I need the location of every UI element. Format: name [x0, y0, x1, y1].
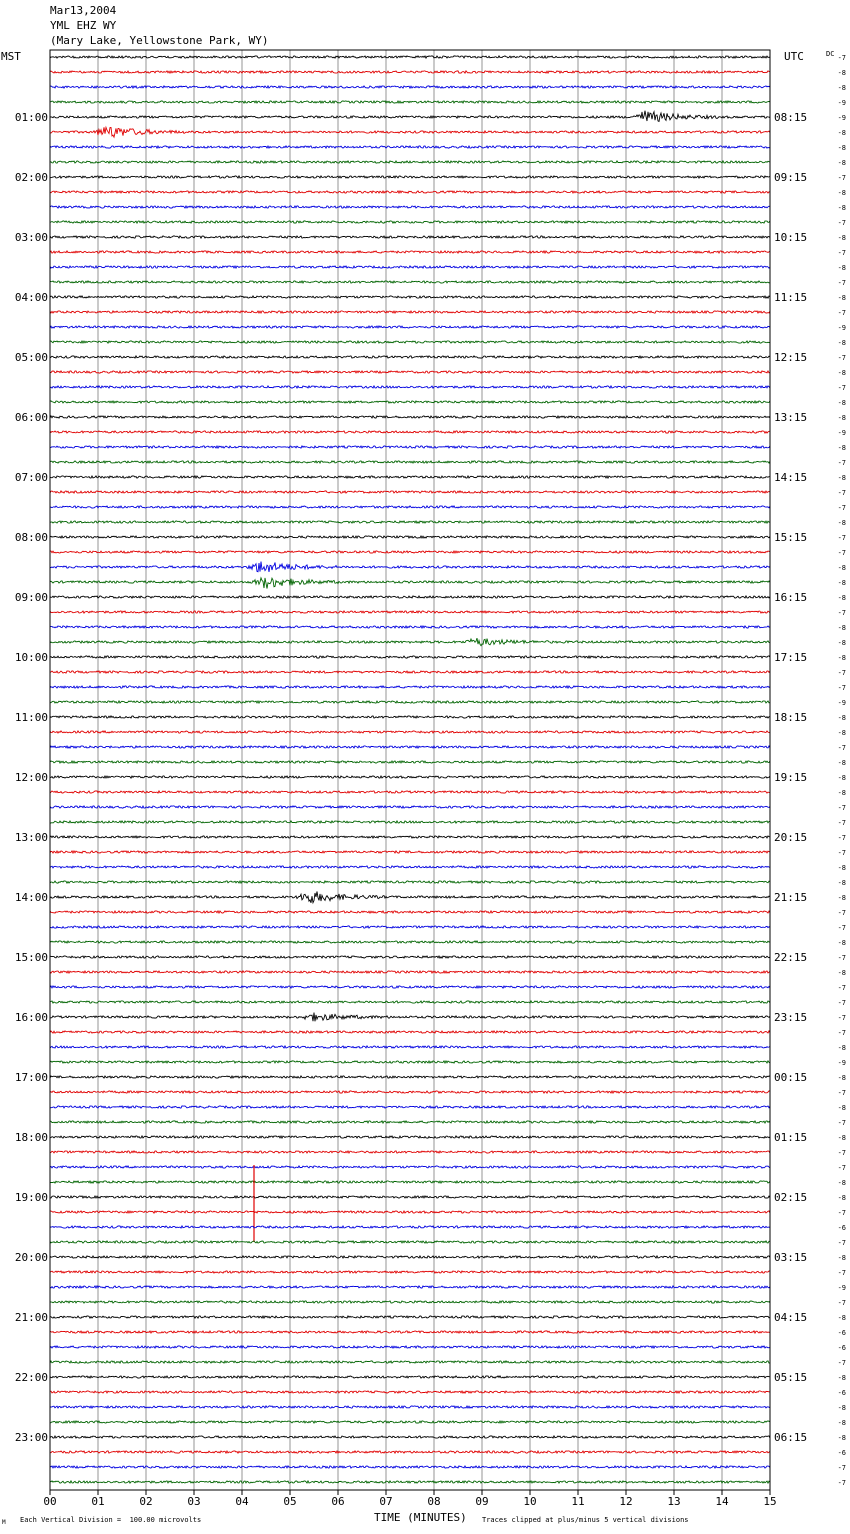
dc-offset-label: -7: [837, 489, 846, 497]
trace-row: [50, 1451, 770, 1453]
x-tick-label: 10: [523, 1495, 537, 1508]
right-hour-label: 05:15: [774, 1371, 808, 1384]
trace-row: [50, 176, 770, 178]
right-hour-label: 13:15: [774, 411, 808, 424]
dc-offset-label: -8: [837, 624, 846, 632]
left-hour-label: 08:00: [14, 531, 48, 544]
dc-offset-label: -8: [837, 564, 846, 572]
right-hour-label: 22:15: [774, 951, 808, 964]
trace-row: [50, 1091, 770, 1093]
dc-offset-label: -7: [837, 1209, 846, 1217]
trace-row: [50, 626, 770, 628]
trace-row: [50, 1316, 770, 1318]
dc-offset-label: -7: [837, 819, 846, 827]
trace-row: [50, 161, 770, 163]
trace-row: [50, 1121, 770, 1123]
trace-row: [50, 971, 770, 973]
dc-offset-label: -7: [837, 354, 846, 362]
left-hour-label: 01:00: [14, 111, 48, 124]
trace-row: [50, 1481, 770, 1483]
dc-offset-label: -7: [837, 174, 846, 182]
dc-offset-label: -7: [837, 504, 846, 512]
trace-row: [50, 1256, 770, 1258]
dc-offset-label: -7: [837, 1089, 846, 1097]
dc-offset-label: -9: [837, 1284, 846, 1292]
dc-offset-label: -8: [837, 639, 846, 647]
left-hour-label: 18:00: [14, 1131, 48, 1144]
dc-offset-label: -7: [837, 534, 846, 542]
x-tick-label: 09: [475, 1495, 489, 1508]
dc-offset-label: -8: [837, 864, 846, 872]
dc-offset-label: -8: [837, 1074, 846, 1082]
dc-offset-label: -7: [837, 669, 846, 677]
right-hour-label: 11:15: [774, 291, 808, 304]
right-hour-label: 21:15: [774, 891, 808, 904]
trace-row: [50, 371, 770, 373]
trace-row: [50, 1406, 770, 1408]
right-hour-label: 23:15: [774, 1011, 808, 1024]
dc-offset-label: -8: [837, 1194, 846, 1202]
dc-offset-label: -8: [837, 144, 846, 152]
dc-offset-label: -8: [837, 1254, 846, 1262]
left-hour-label: 20:00: [14, 1251, 48, 1264]
right-hour-label: 01:15: [774, 1131, 808, 1144]
trace-row: [50, 746, 770, 748]
dc-offset-label: -8: [837, 1434, 846, 1442]
x-tick-label: 07: [379, 1495, 393, 1508]
trace-row: [50, 1391, 770, 1393]
trace-row: [50, 236, 770, 238]
dc-offset-label: -7: [837, 1239, 846, 1247]
left-hour-label: 13:00: [14, 831, 48, 844]
trace-row: [50, 296, 770, 298]
dc-offset-label: -7: [837, 384, 846, 392]
header-location: (Mary Lake, Yellowstone Park, WY): [50, 34, 269, 47]
x-tick-label: 13: [667, 1495, 681, 1508]
trace-row: [50, 731, 770, 733]
dc-offset-label: -8: [837, 1374, 846, 1382]
dc-offset-label: -6: [837, 1344, 846, 1352]
trace-row: [50, 638, 770, 646]
dc-offset-label: -9: [837, 429, 846, 437]
dc-offset-label: -7: [837, 909, 846, 917]
trace-row: [50, 1376, 770, 1378]
trace-row: [50, 1151, 770, 1153]
trace-row: [50, 491, 770, 493]
dc-offset-label: -8: [837, 519, 846, 527]
trace-row: [50, 1466, 770, 1468]
trace-row: [50, 416, 770, 418]
trace-row: [50, 1286, 770, 1288]
right-hour-label: 20:15: [774, 831, 808, 844]
dc-offset-label: -8: [837, 759, 846, 767]
dc-offset-label: -8: [837, 189, 846, 197]
trace-row: [50, 611, 770, 613]
trace-row: [50, 1013, 770, 1022]
dc-offset-label: -8: [837, 129, 846, 137]
trace-row: [50, 851, 770, 853]
dc-offset-label: -7: [837, 999, 846, 1007]
trace-row: [50, 1196, 770, 1198]
left-hour-label: 23:00: [14, 1431, 48, 1444]
trace-row: [50, 1436, 770, 1438]
trace-row: [50, 1001, 770, 1003]
header-station: YML EHZ WY: [50, 19, 117, 32]
trace-row: [50, 356, 770, 358]
trace-row: [50, 536, 770, 538]
left-hour-label: 21:00: [14, 1311, 48, 1324]
dc-offset-label: -6: [837, 1449, 846, 1457]
trace-row: [50, 446, 770, 448]
trace-row: [50, 1046, 770, 1048]
dc-offset-label: -7: [837, 1464, 846, 1472]
trace-row: [50, 1166, 770, 1168]
dc-offset-label: -6: [837, 1389, 846, 1397]
trace-row: [50, 146, 770, 148]
trace-row: [50, 881, 770, 883]
right-hour-label: 16:15: [774, 591, 808, 604]
trace-row: [50, 431, 770, 433]
trace-row: [50, 578, 770, 589]
dc-offset-label: -7: [837, 54, 846, 62]
x-tick-label: 05: [283, 1495, 297, 1508]
trace-row: [50, 56, 770, 58]
right-hour-label: 09:15: [774, 171, 808, 184]
trace-row: [50, 1331, 770, 1333]
trace-row: [50, 1226, 770, 1228]
dc-offset-label: -8: [837, 1404, 846, 1412]
dc-offset-label: -8: [837, 444, 846, 452]
trace-row: [50, 401, 770, 403]
dc-offset-label: -8: [837, 1044, 846, 1052]
dc-offset-label: -7: [837, 609, 846, 617]
dc-offset-label: -8: [837, 234, 846, 242]
trace-row: [50, 986, 770, 988]
trace-row: [50, 521, 770, 523]
left-hour-label: 16:00: [14, 1011, 48, 1024]
dc-offset-label: -9: [837, 699, 846, 707]
dc-offset-label: -7: [837, 834, 846, 842]
dc-offset-label: -7: [837, 1359, 846, 1367]
left-hour-label: 04:00: [14, 291, 48, 304]
dc-offset-label: -7: [837, 1299, 846, 1307]
dc-offset-label: -8: [837, 654, 846, 662]
trace-row: [50, 1031, 770, 1033]
trace-row: [50, 671, 770, 673]
trace-row: [50, 386, 770, 388]
trace-row: [50, 221, 770, 223]
trace-row: [50, 761, 770, 763]
dc-offset-label: -7: [837, 924, 846, 932]
trace-row: [50, 791, 770, 793]
trace-row: [50, 341, 770, 343]
x-tick-label: 06: [331, 1495, 345, 1508]
dc-offset-label: -7: [837, 1164, 846, 1172]
dc-offset-label: -7: [837, 744, 846, 752]
right-hour-label: 18:15: [774, 711, 808, 724]
dc-offset-label: -8: [837, 729, 846, 737]
trace-row: [50, 1061, 770, 1063]
dc-offset-label: -8: [837, 969, 846, 977]
trace-row: [50, 266, 770, 268]
dc-offset-label: -7: [837, 1479, 846, 1487]
dc-offset-label: -7: [837, 1149, 846, 1157]
trace-row: [50, 1361, 770, 1363]
left-hour-label: 17:00: [14, 1071, 48, 1084]
trace-row: [50, 101, 770, 103]
right-hour-label: 03:15: [774, 1251, 808, 1264]
scale-note: Each Vertical Division = 100.00 microvolts: [20, 1516, 202, 1524]
dc-offset-label: -7: [837, 1029, 846, 1037]
dc-offset-label: -9: [837, 1059, 846, 1067]
dc-offset-label: -8: [837, 204, 846, 212]
dc-offset-label: -7: [837, 684, 846, 692]
dc-offset-label: -7: [837, 459, 846, 467]
left-hour-label: 02:00: [14, 171, 48, 184]
trace-row: [50, 1346, 770, 1348]
x-tick-label: 12: [619, 1495, 633, 1508]
dc-offset-label: -7: [837, 1014, 846, 1022]
trace-row: [50, 1181, 770, 1183]
dc-offset-label: -8: [837, 1134, 846, 1142]
trace-row: [50, 956, 770, 958]
trace-row: [50, 562, 770, 572]
x-tick-label: 03: [187, 1495, 201, 1508]
dc-offset-label: -8: [837, 1314, 846, 1322]
x-tick-label: 02: [139, 1495, 153, 1508]
left-hour-label: 05:00: [14, 351, 48, 364]
dc-offset-label: -7: [837, 549, 846, 557]
dc-offset-label: -8: [837, 1104, 846, 1112]
left-hour-label: 11:00: [14, 711, 48, 724]
trace-row: [50, 326, 770, 328]
trace-row: [50, 1241, 770, 1243]
left-hour-label: 09:00: [14, 591, 48, 604]
dc-offset-label: -8: [837, 159, 846, 167]
dc-label: DC: [826, 50, 835, 58]
trace-row: [50, 596, 770, 598]
dc-offset-label: -7: [837, 804, 846, 812]
dc-offset-label: -7: [837, 279, 846, 287]
right-hour-label: 02:15: [774, 1191, 808, 1204]
right-hour-label: 19:15: [774, 771, 808, 784]
dc-offset-label: -8: [837, 264, 846, 272]
dc-offset-label: -8: [837, 369, 846, 377]
trace-row: [50, 1271, 770, 1273]
dc-offset-label: -7: [837, 249, 846, 257]
dc-offset-label: -8: [837, 399, 846, 407]
trace-row: [50, 461, 770, 463]
dc-offset-label: -8: [837, 774, 846, 782]
dc-offset-label: -8: [837, 579, 846, 587]
dc-offset-label: -8: [837, 789, 846, 797]
dc-offset-label: -6: [837, 1329, 846, 1337]
dc-offset-label: -8: [837, 474, 846, 482]
dc-offset-label: -8: [837, 594, 846, 602]
dc-offset-label: -8: [837, 894, 846, 902]
dc-offset-label: -7: [837, 1119, 846, 1127]
right-hour-label: 14:15: [774, 471, 808, 484]
right-timezone-label: UTC: [784, 50, 804, 63]
right-hour-label: 06:15: [774, 1431, 808, 1444]
dc-offset-label: -7: [837, 219, 846, 227]
dc-offset-label: -7: [837, 309, 846, 317]
right-hour-label: 08:15: [774, 111, 808, 124]
header-date: Mar13,2004: [50, 4, 117, 17]
x-tick-label: 11: [571, 1495, 585, 1508]
left-hour-label: 07:00: [14, 471, 48, 484]
dc-offset-label: -9: [837, 324, 846, 332]
dc-offset-label: -8: [837, 714, 846, 722]
trace-row: [50, 701, 770, 703]
trace-row: [50, 911, 770, 913]
trace-row: [50, 1421, 770, 1423]
trace-row: [50, 686, 770, 688]
trace-row: [50, 1076, 770, 1078]
trace-row: [50, 926, 770, 928]
left-timezone-label: MST: [1, 50, 21, 63]
trace-row: [50, 71, 770, 73]
x-tick-label: 00: [43, 1495, 57, 1508]
dc-offset-label: -7: [837, 1269, 846, 1277]
trace-row: [50, 206, 770, 208]
right-hour-label: 00:15: [774, 1071, 808, 1084]
trace-row: [50, 1301, 770, 1303]
dc-offset-label: -8: [837, 939, 846, 947]
dc-offset-label: -6: [837, 1224, 846, 1232]
dc-offset-label: -8: [837, 879, 846, 887]
trace-row: [50, 506, 770, 508]
trace-row: [50, 111, 770, 122]
trace-row: [50, 191, 770, 193]
x-tick-label: 14: [715, 1495, 729, 1508]
trace-row: [50, 311, 770, 313]
trace-row: [50, 281, 770, 283]
left-hour-label: 10:00: [14, 651, 48, 664]
trace-row: [50, 476, 770, 478]
left-hour-label: 22:00: [14, 1371, 48, 1384]
x-tick-label: 15: [763, 1495, 777, 1508]
trace-row: [50, 127, 770, 137]
dc-offset-label: -7: [837, 954, 846, 962]
trace-row: [50, 656, 770, 658]
right-hour-label: 10:15: [774, 231, 808, 244]
left-hour-label: 15:00: [14, 951, 48, 964]
trace-row: [50, 866, 770, 868]
dc-offset-label: -8: [837, 84, 846, 92]
trace-row: [50, 1136, 770, 1138]
trace-row: [50, 251, 770, 253]
dc-offset-label: -8: [837, 339, 846, 347]
right-hour-label: 17:15: [774, 651, 808, 664]
dc-offset-label: -8: [837, 294, 846, 302]
left-hour-label: 03:00: [14, 231, 48, 244]
trace-row: [50, 716, 770, 718]
dc-offset-label: -7: [837, 984, 846, 992]
x-tick-label: 04: [235, 1495, 249, 1508]
trace-row: [50, 1106, 770, 1108]
trace-row: [50, 892, 770, 903]
dc-offset-label: -9: [837, 99, 846, 107]
left-hour-label: 14:00: [14, 891, 48, 904]
trace-row: [50, 836, 770, 838]
dc-offset-label: -7: [837, 849, 846, 857]
corner-mark: M: [2, 1519, 6, 1526]
trace-row: [50, 1211, 770, 1213]
x-axis-title: TIME (MINUTES): [374, 1511, 467, 1524]
left-hour-label: 06:00: [14, 411, 48, 424]
dc-offset-label: -8: [837, 69, 846, 77]
left-hour-label: 12:00: [14, 771, 48, 784]
dc-offset-label: -8: [837, 1179, 846, 1187]
x-tick-label: 01: [91, 1495, 105, 1508]
left-hour-label: 19:00: [14, 1191, 48, 1204]
x-tick-label: 08: [427, 1495, 441, 1508]
right-hour-label: 04:15: [774, 1311, 808, 1324]
trace-row: [50, 551, 770, 553]
right-hour-label: 12:15: [774, 351, 808, 364]
trace-row: [50, 86, 770, 88]
dc-offset-label: -8: [837, 414, 846, 422]
trace-row: [50, 776, 770, 778]
trace-row: [50, 806, 770, 808]
dc-offset-label: -8: [837, 1419, 846, 1427]
dc-offset-label: -9: [837, 114, 846, 122]
right-hour-label: 15:15: [774, 531, 808, 544]
clip-note: Traces clipped at plus/minus 5 vertical divisions: [482, 1516, 689, 1524]
trace-row: [50, 941, 770, 943]
label-layer: [15, 54, 846, 1508]
trace-row: [50, 821, 770, 823]
trace-layer: [50, 56, 770, 1483]
